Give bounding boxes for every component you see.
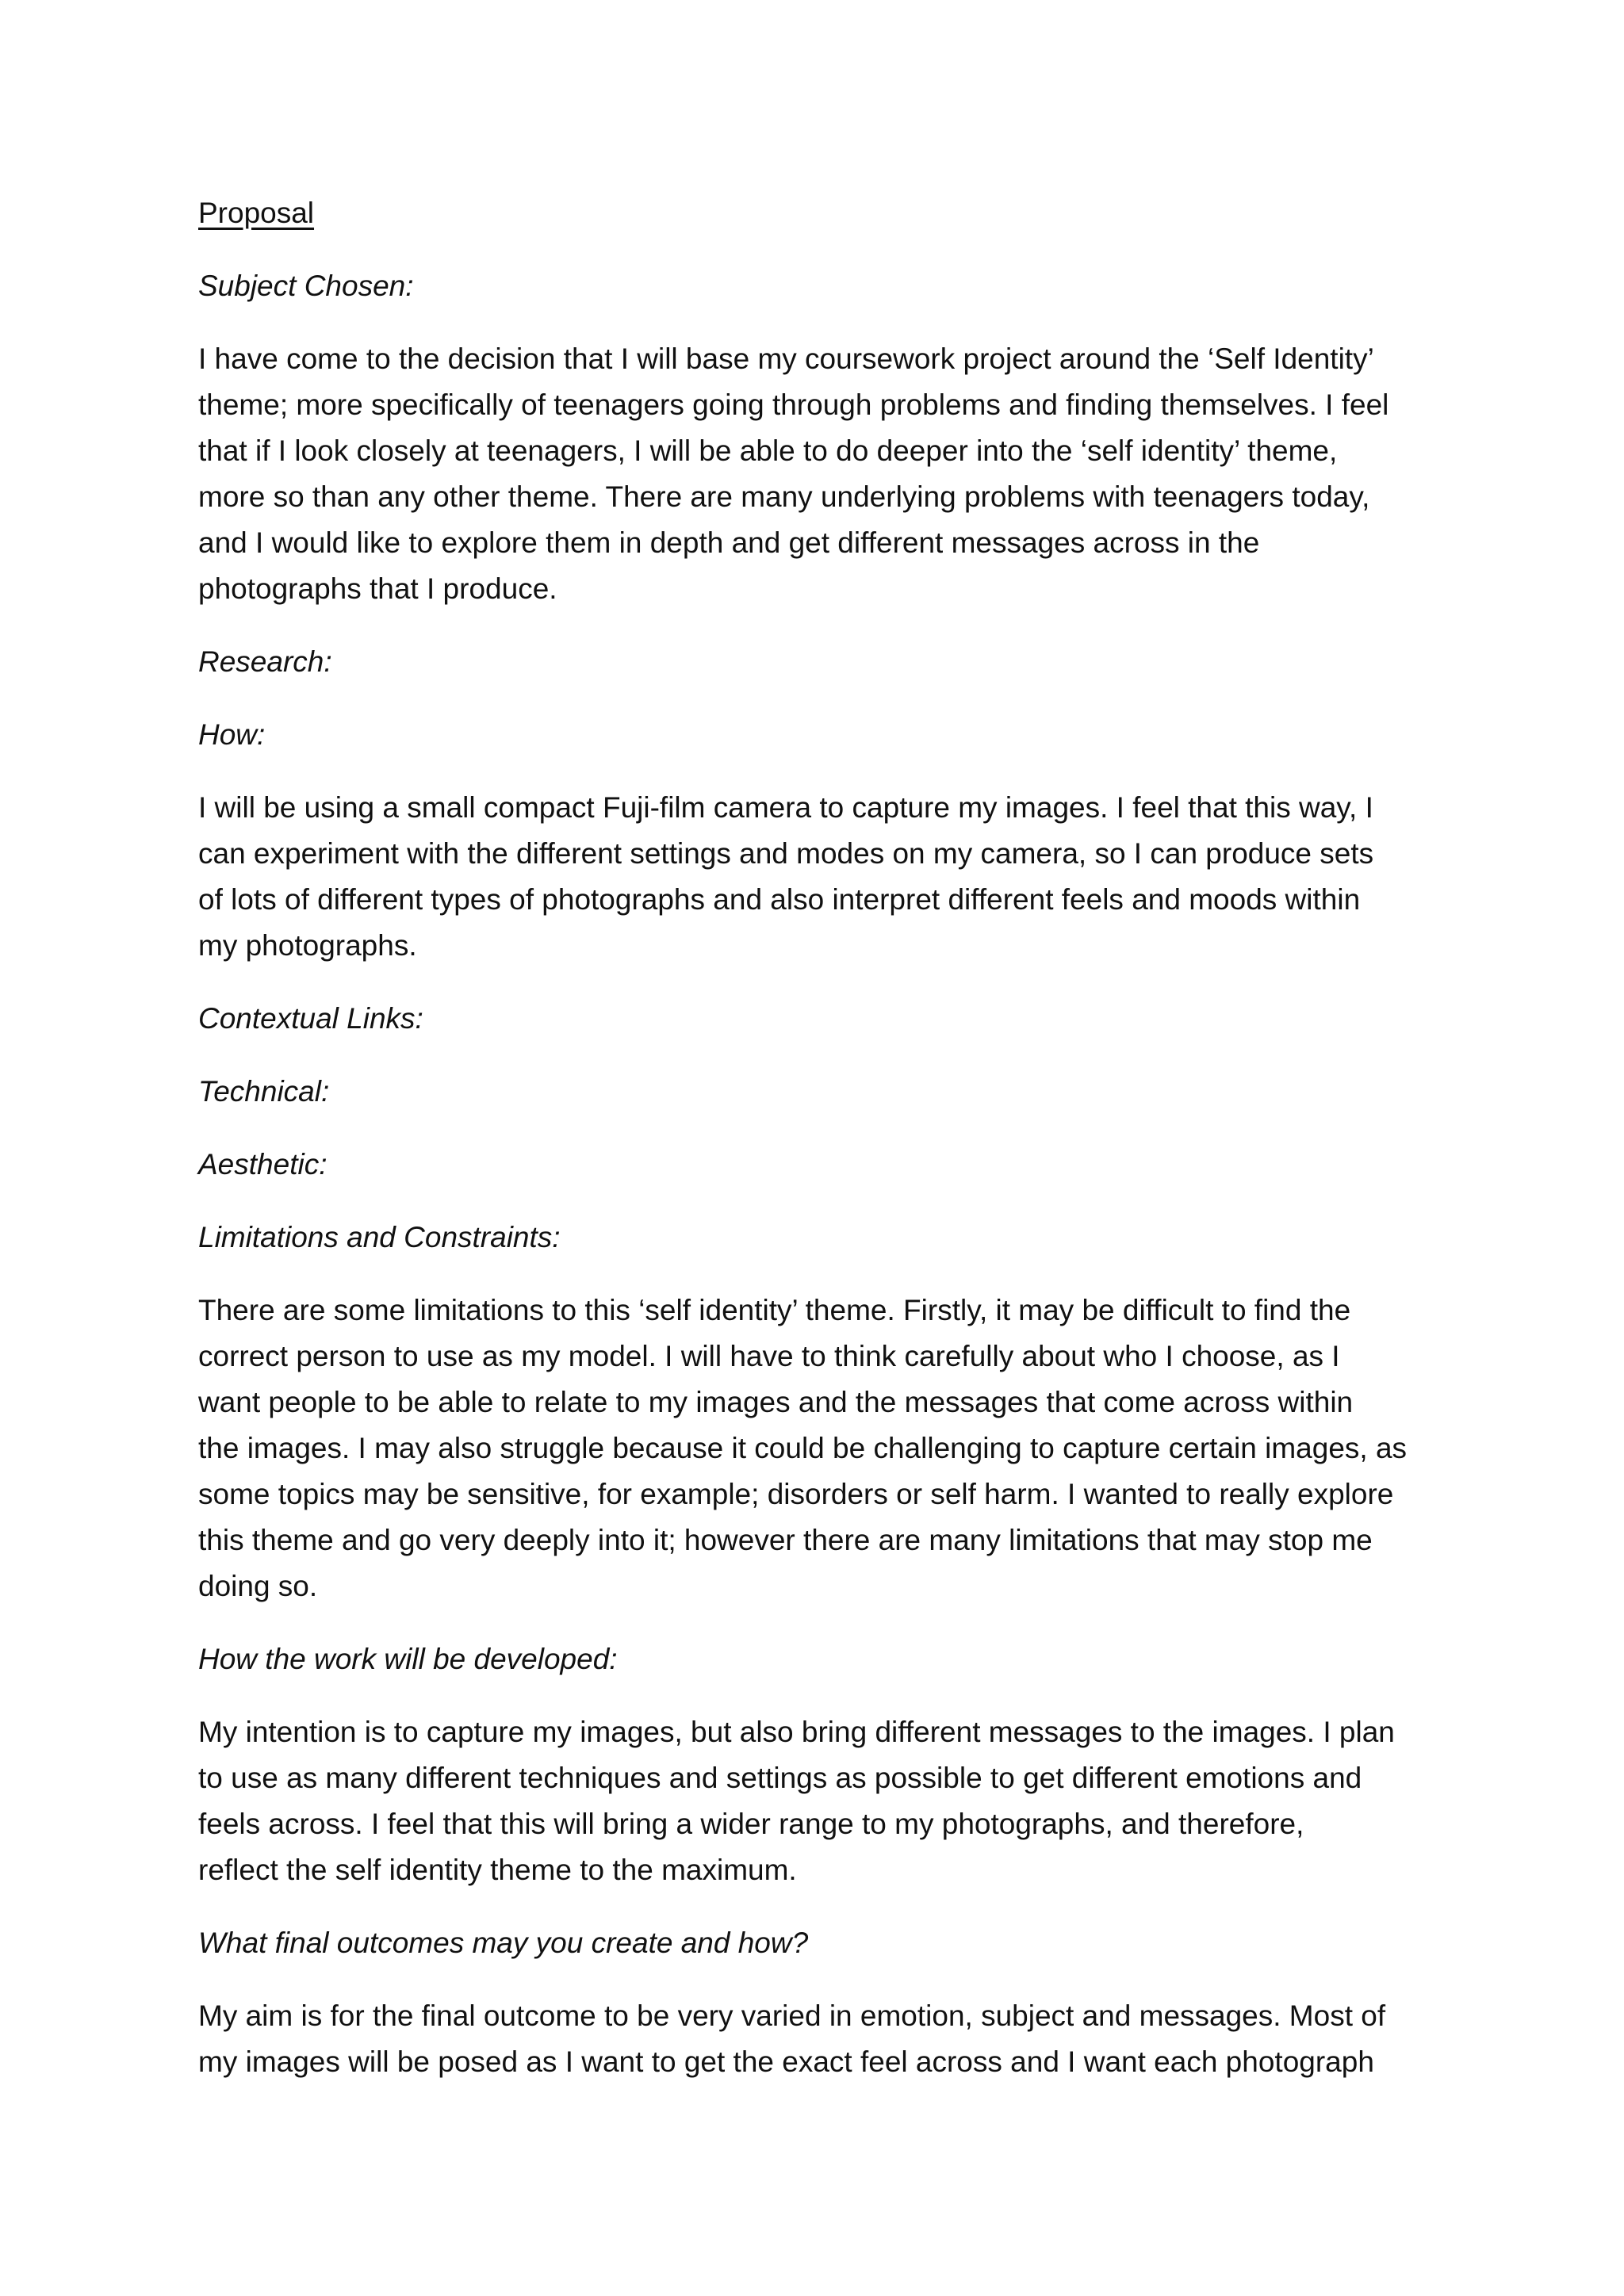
heading-contextual-links: Contextual Links: [198,1002,423,1035]
paragraph-final-outcomes: My aim is for the final outcome to be very varied in emotion, subject and messages. Most of my images will be posed as I want to get the exact feel across and I want each photograph [198,1999,1386,2078]
heading-technical: Technical: [198,1075,330,1108]
heading-aesthetic: Aesthetic: [198,1148,327,1181]
heading-subject-chosen: Subject Chosen: [198,270,414,302]
paragraph-limitations: There are some limitations to this ‘self identity’ theme. Firstly, it may be difficult to find the correct person to use as my model. I will have to think carefully about who I choose, as I want people to be able to relate to my images and the messages that come across within the images. I may also struggle because it could be challenging to capture certain images, as some topics may be sensitive, for example; disorders or self harm. I wanted to really explore this theme and go very deeply into it; however there are many limitations that may stop me doing so. [198,1294,1408,1602]
document-title: Proposal [198,197,315,229]
heading-how: How: [198,718,266,751]
paragraph-subject-chosen: I have come to the decision that I will base my coursework project around the ‘Self Identity’ theme; more specifically of teenagers going through problems and finding themselves. I feel that if I look closely at teenagers, I will be able to do deeper into the ‘self identity’ theme, more so than any other theme. There are many underlying problems with teenagers today, and I would like to explore them in depth and get different messages across in the photographs that I produce. [198,342,1389,605]
heading-final-outcomes: What final outcomes may you create and how? [198,1927,809,1959]
heading-limitations: Limitations and Constraints: [198,1221,561,1253]
document-body [198,190,1443,2112]
paragraph-development: My intention is to capture my images, but also bring different messages to the images. I plan to use as many different techniques and settings as possible to get different emotions and feels across. I feel that this will bring a wider range to my photographs, and therefore, reflect the self identity theme to the maximum. [198,1716,1395,1886]
heading-development: How the work will be developed: [198,1643,618,1675]
paragraph-how: I will be using a small compact Fuji-film camera to capture my images. I feel that this way, I can experiment with the different settings and modes on my camera, so I can produce sets of lots of different types of photographs and also interpret different feels and moods within my photographs. [198,791,1374,962]
heading-research: Research: [198,645,332,678]
